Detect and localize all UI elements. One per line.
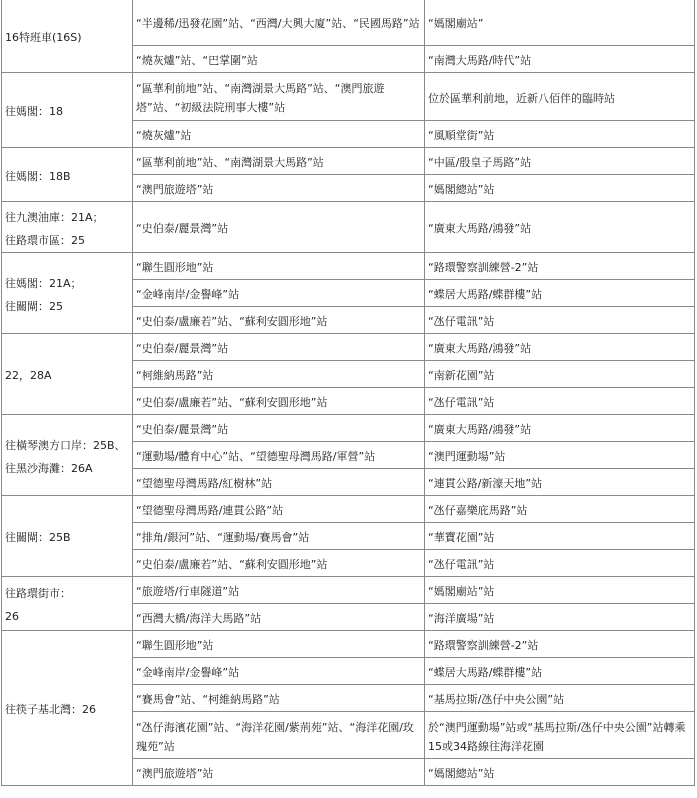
temporary-stop-cell: “媽閣廟站” [425,0,695,46]
temporary-stop-cell: “媽閣總站”站 [425,175,695,202]
original-stop-cell: “柯維納馬路”站 [133,361,425,388]
original-stop-cell: “澳門旅遊塔”站 [133,175,425,202]
original-stop-cell: “聯生圓形地”站 [133,631,425,658]
original-stop-cell: “史伯泰/盧廉若”站、“蘇利安圓形地”站 [133,550,425,577]
temporary-stop-cell: “風順堂街”站 [425,121,695,148]
route-cell [2,415,133,496]
temporary-stop-cell: “澳門運動場”站 [425,442,695,469]
original-stop-cell: “望德聖母灣馬路/紅樹林”站 [133,469,425,496]
route-cell [2,577,133,631]
table-row [2,577,695,604]
temporary-stop-cell: “媽閣總站”站 [425,759,695,786]
route-line: 往橫琴澳方口岸：25B、 [5,438,126,452]
route-cell [2,202,133,253]
original-stop-cell: “旅遊塔/行車隧道”站 [133,577,425,604]
route-line: 26 [5,610,19,623]
original-stop-cell: “燒灰爐”站 [133,121,425,148]
table-row [2,253,695,280]
bus-diversion-table [1,0,695,786]
table-row [2,334,695,361]
temporary-stop-cell: “氹仔電訊”站 [425,307,695,334]
original-stop-cell: “史伯泰/盧廉若”站、“蘇利安圓形地”站 [133,307,425,334]
original-stop-cell: “史伯泰/麗景灣”站 [133,334,425,361]
route-cell: 16特班車(16S) [2,0,133,73]
original-stop-cell: “區華利前地”站、“南灣湖景大馬路”站 [133,148,425,175]
temporary-stop-cell: “氹仔嘉樂庇馬路”站 [425,496,695,523]
temporary-stop-cell: “媽閣廟站”站 [425,577,695,604]
temporary-stop-cell: “蝶居大馬路/蝶群樓”站 [425,280,695,307]
original-stop-cell: “運動場/體育中心”站、“望德聖母灣馬路/軍營”站 [133,442,425,469]
route-cell: 往媽閣：18 [2,73,133,148]
original-stop-cell: “澳門旅遊塔”站 [133,759,425,786]
original-stop-cell: “半邊稀/迅發花園”站、“西灣/大興大廈”站、“民國馬路”站 [133,0,425,46]
original-stop-cell: “區華利前地”站、“南灣湖景大馬路”站、“澳門旅遊塔”站、“初級法院刑事大樓”站 [133,73,425,121]
table-row [2,0,695,46]
original-stop-cell: “氹仔海濱花園”站、“海洋花園/紫荊苑”站、“海洋花園/玫瑰苑”站 [133,712,425,759]
route-cell [2,253,133,334]
original-stop-cell: “史伯泰/麗景灣”站 [133,202,425,253]
table-row [2,496,695,523]
original-stop-cell: “史伯泰/麗景灣”站 [133,415,425,442]
route-line: 往路環街市： [5,587,71,600]
table-row [2,415,695,442]
original-stop-cell: “燒灰爐”站、“巴掌圍”站 [133,46,425,73]
route-line: 往媽閣：21A； [5,276,82,290]
temporary-stop-cell: “南灣大馬路/時代”站 [425,46,695,73]
route-cell: 往媽閣：18B [2,148,133,202]
original-stop-cell: “聯生圓形地”站 [133,253,425,280]
temporary-stop-cell: “中區/殷皇子馬路”站 [425,148,695,175]
temporary-stop-cell: 位於區華利前地，近新八佰伴的臨時站 [425,73,695,121]
original-stop-cell: “望德聖母灣馬路/連貫公路”站 [133,496,425,523]
route-line: 往路環市區：25 [5,233,85,247]
temporary-stop-cell: “基馬拉斯/氹仔中央公園”站 [425,685,695,712]
table-row [2,202,695,253]
route-line: 往黑沙海灘：26A [5,461,93,475]
original-stop-cell: “排角/銀河”站、“運動場/賽馬會”站 [133,523,425,550]
original-stop-cell: “西灣大橋/海洋大馬路”站 [133,604,425,631]
original-stop-cell: “金峰南岸/金譽峰”站 [133,280,425,307]
temporary-stop-cell: “連貫公路/新濠天地”站 [425,469,695,496]
temporary-stop-cell: “海洋廣場”站 [425,604,695,631]
temporary-stop-cell: “路環警察訓練營-2”站 [425,253,695,280]
route-cell: 22，28A [2,334,133,415]
temporary-stop-cell: “華寶花園”站 [425,523,695,550]
temporary-stop-cell: “南新花園”站 [425,361,695,388]
temporary-stop-cell: “氹仔電訊”站 [425,550,695,577]
temporary-stop-cell: “氹仔電訊”站 [425,388,695,415]
table-row [2,631,695,658]
original-stop-cell: “史伯泰/盧廉若”站、“蘇利安圓形地”站 [133,388,425,415]
original-stop-cell: “賽馬會”站、“柯維納馬路”站 [133,685,425,712]
route-cell: 往關閘：25B [2,496,133,577]
route-line: 往九澳油庫：21A； [5,210,104,224]
temporary-stop-cell: “廣東大馬路/鴻發”站 [425,334,695,361]
temporary-stop-cell: “路環警察訓練營-2”站 [425,631,695,658]
table-row [2,73,695,121]
temporary-stop-cell: “廣東大馬路/鴻發”站 [425,415,695,442]
original-stop-cell: “金峰南岸/金譽峰”站 [133,658,425,685]
route-line: 往關閘：25 [5,299,63,313]
temporary-stop-cell: 於“澳門運動場”站或“基馬拉斯/氹仔中央公園”站轉乘15或34路線往海洋花園 [425,712,695,759]
route-cell: 往筷子基北灣：26 [2,631,133,786]
temporary-stop-cell: “廣東大馬路/鴻發”站 [425,202,695,253]
temporary-stop-cell: “蝶居大馬路/蝶群樓”站 [425,658,695,685]
table-row [2,148,695,175]
